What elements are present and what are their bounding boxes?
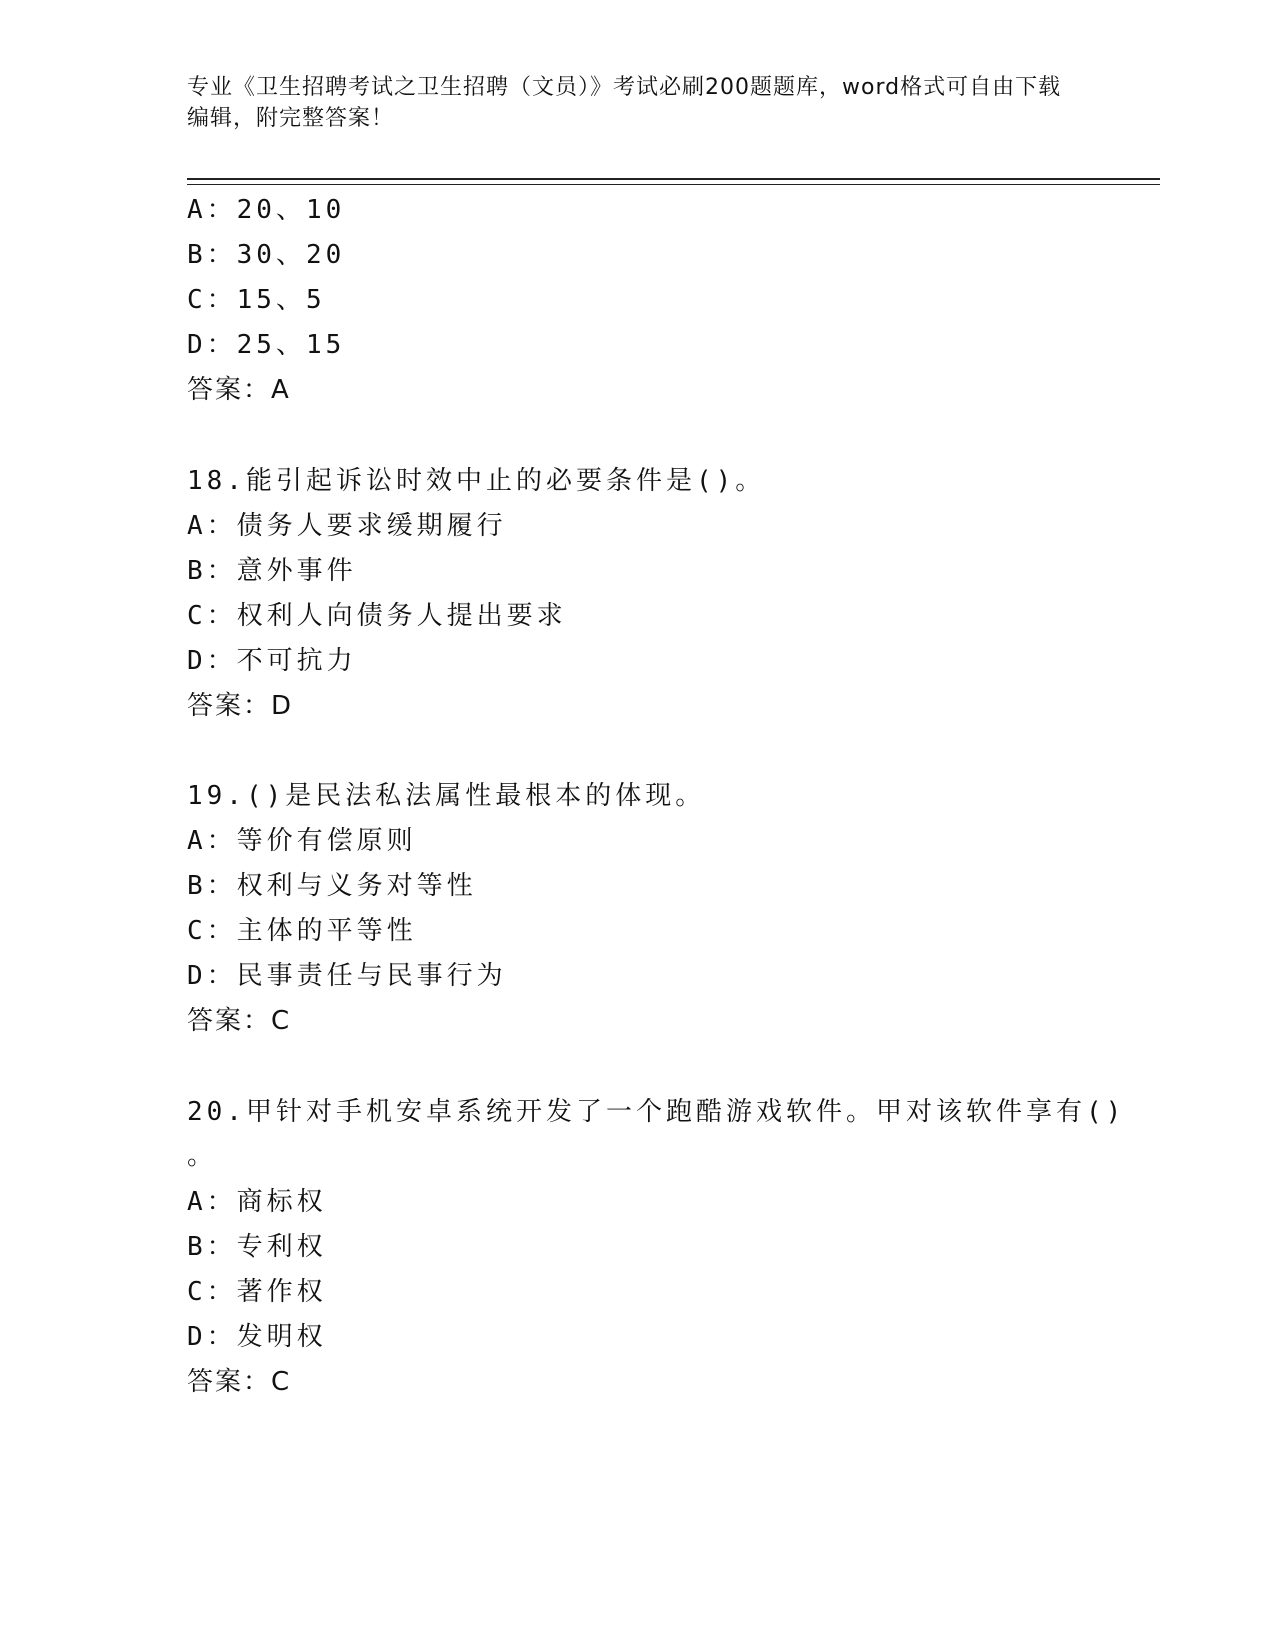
q17-option-d: D：25、15	[187, 330, 346, 360]
q19-option-d: D：民事责任与民事行为	[187, 961, 507, 991]
q19-option-c: C：主体的平等性	[187, 916, 417, 946]
q17-option-a: A：20、10	[187, 195, 346, 225]
header-rule-thick	[187, 178, 1160, 180]
q20-option-a: A：商标权	[187, 1187, 327, 1217]
header-rule-thin	[187, 184, 1160, 185]
q17-option-b: B：30、20	[187, 240, 346, 270]
q20-answer: 答案：C	[187, 1367, 292, 1397]
q19-answer: 答案：C	[187, 1006, 292, 1036]
q18-answer: 答案：D	[187, 691, 294, 721]
q20-option-b: B：专利权	[187, 1232, 327, 1262]
q20-option-d: D：发明权	[187, 1322, 327, 1352]
q19-option-b: B：权利与义务对等性	[187, 871, 477, 901]
q20-stem: 20.甲针对手机安卓系统开发了一个跑酷游戏软件。甲对该软件享有()	[187, 1097, 1126, 1127]
q20-option-c: C：著作权	[187, 1277, 327, 1307]
q20-stem-continuation: 。	[187, 1141, 218, 1171]
q19-stem: 19.()是民法私法属性最根本的体现。	[187, 781, 706, 811]
document-header: 专业《卫生招聘考试之卫生招聘（文员）》考试必刷200题题库，word格式可自由下载编辑，附完整答案！	[187, 75, 1062, 131]
q17-answer: 答案：A	[187, 375, 291, 405]
q18-option-d: D：不可抗力	[187, 646, 357, 676]
q19-option-a: A：等价有偿原则	[187, 826, 417, 856]
q18-stem: 18.能引起诉讼时效中止的必要条件是()。	[187, 466, 766, 496]
q17-option-c: C：15、5	[187, 285, 326, 315]
q18-option-c: C：权利人向债务人提出要求	[187, 601, 567, 631]
q18-option-b: B：意外事件	[187, 556, 357, 586]
q18-option-a: A：债务人要求缓期履行	[187, 511, 507, 541]
